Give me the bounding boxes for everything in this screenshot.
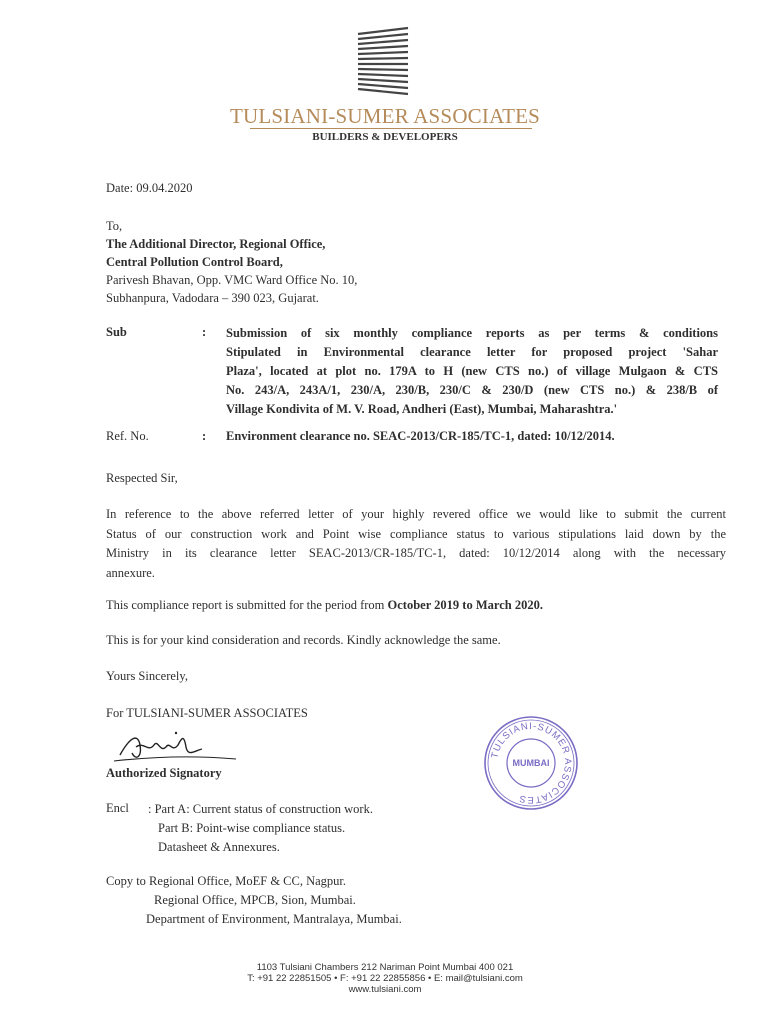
- subject-line: Village Kondivita of M. V. Road, Andheri (East), Mumbai, Maharashtra.': [226, 402, 618, 416]
- reference-colon: :: [202, 429, 207, 443]
- footer-line-3: www.tulsiani.com: [348, 984, 422, 995]
- company-name: TULSIANI-SUMER ASSOCIATES: [229, 104, 541, 128]
- subject-colon: :: [202, 325, 207, 339]
- company-tagline: BUILDERS & DEVELOPERS: [312, 131, 458, 143]
- subject-label: Sub: [106, 325, 127, 339]
- period-range: October 2019 to March 2020.: [387, 598, 543, 612]
- recipient-block: [106, 218, 357, 306]
- building-logo-icon: [352, 26, 414, 98]
- body-paragraph-3: This is for your kind consideration and records. Kindly acknowledge the same.: [106, 633, 501, 647]
- recipient-line-2: Central Pollution Control Board,: [106, 255, 283, 269]
- body-line: Ministry in its clearance letter SEAC-2013/CR-185/TC-1, dated: 10/12/2014 along with the necessary: [106, 546, 726, 560]
- recipient-line-4: Subhanpura, Vadodara – 390 023, Gujarat.: [106, 291, 319, 305]
- body-paragraph-1: [106, 505, 726, 583]
- letter-date: Date: 09.04.2020: [106, 181, 193, 195]
- closing-yours: Yours Sincerely,: [106, 669, 188, 683]
- copy-to-item: Regional Office, MPCB, Sion, Mumbai.: [154, 893, 356, 907]
- recipient-line-3: Parivesh Bhavan, Opp. VMC Ward Office No. 10,: [106, 273, 358, 287]
- subject-line: No. 243/A, 243A/1, 230/A, 230/B, 230/C & 230/D (new CTS no.) & 238/B of: [226, 383, 718, 397]
- enclosures-label: Encl: [106, 801, 129, 815]
- enclosure-item: : Part A: Current status of construction work.: [148, 802, 373, 816]
- company-divider: [250, 128, 532, 129]
- subject-text: [226, 324, 718, 419]
- enclosure-item: Datasheet & Annexures.: [158, 840, 280, 854]
- recipient-to: To,: [106, 219, 123, 233]
- footer-address: [0, 962, 770, 995]
- recipient-line-1: The Additional Director, Regional Office,: [106, 237, 326, 251]
- subject-line: Stipulated in Environmental clearance letter for proposed project 'Sahar: [226, 345, 718, 359]
- body-line: annexure.: [106, 565, 155, 580]
- signature-graphic: [110, 727, 240, 769]
- body-paragraph-2: [106, 597, 543, 613]
- reference-label: Ref. No.: [106, 429, 149, 443]
- enclosures-list: [148, 800, 373, 857]
- copy-to-item: Department of Environment, Mantralaya, Mumbai.: [146, 912, 402, 926]
- authorized-signatory: Authorized Signatory: [106, 766, 222, 780]
- company-stamp-seal: [482, 714, 580, 812]
- reference-text: Environment clearance no. SEAC-2013/CR-185/TC-1, dated: 10/12/2014.: [226, 429, 615, 443]
- body-line: Status of our construction work and Point wise compliance status to various stipulations laid down by the: [106, 526, 726, 541]
- salutation: Respected Sir,: [106, 471, 178, 485]
- copy-to-item: Copy to Regional Office, MoEF & CC, Nagpur.: [106, 874, 347, 888]
- footer-line-2: T: +91 22 22851505 • F: +91 22 22855856 • E: mail@tulsiani.com: [247, 973, 523, 984]
- period-prefix: This compliance report is submitted for the period from: [106, 598, 388, 612]
- stamp-center-text: MUMBAI: [512, 758, 550, 768]
- body-line: In reference to the above referred letter of your highly revered office we would like to submit the current: [106, 507, 726, 521]
- copy-to-list: [106, 872, 402, 929]
- stamp-ring-text: TULSIANI-SUMER ASSOCIATES: [489, 720, 574, 806]
- enclosure-item: Part B: Point-wise compliance status.: [158, 821, 346, 835]
- footer-line-1: 1103 Tulsiani Chambers 212 Nariman Point Mumbai 400 021: [256, 962, 514, 973]
- subject-line: Submission of six monthly compliance reports as per terms & conditions: [226, 326, 718, 340]
- subject-line: Plaza', located at plot no. 179A to H (new CTS no.) of village Mulgaon & CTS: [226, 364, 718, 378]
- closing-for-company: For TULSIANI-SUMER ASSOCIATES: [106, 706, 308, 720]
